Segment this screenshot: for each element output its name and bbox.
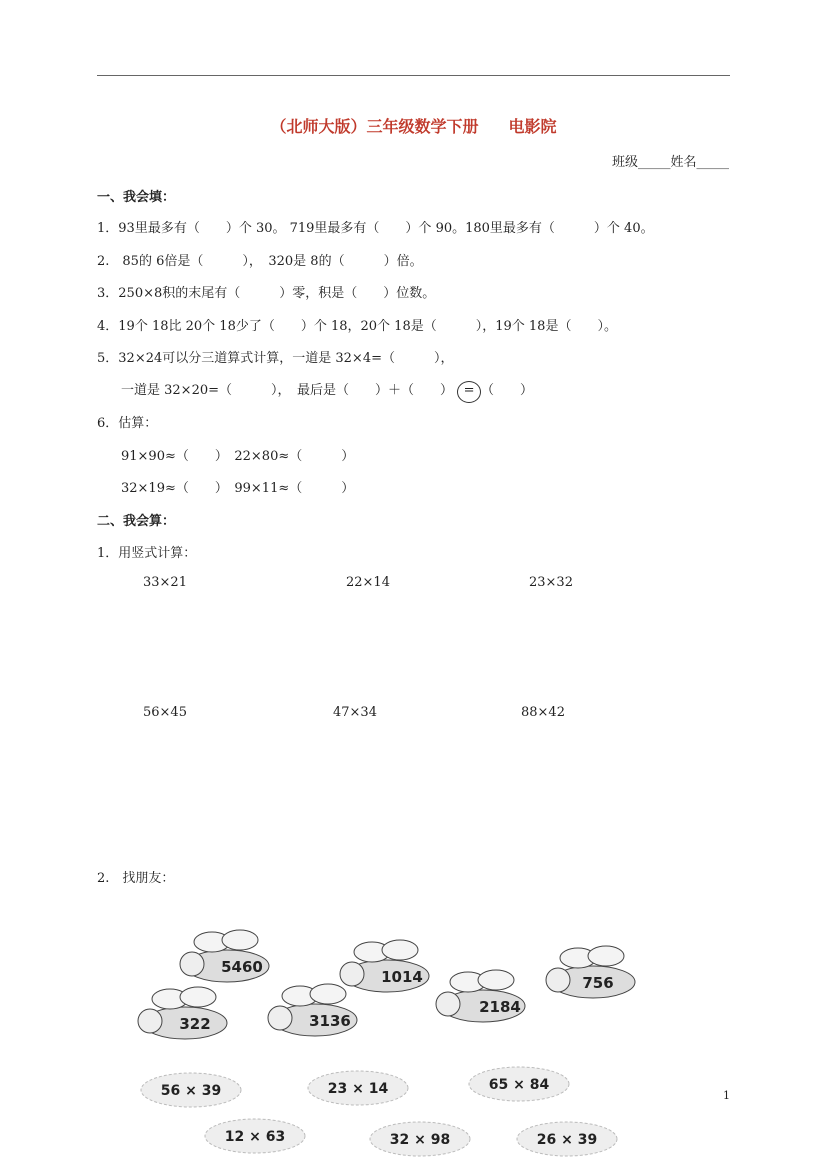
question-2-1: 1．用竖式计算： (97, 546, 197, 561)
match-friends-illustration (120, 920, 660, 1160)
title-main: （北师大版）三年级数学下册 (270, 117, 479, 136)
page-title (0, 114, 827, 137)
bee-number: 3136 (309, 1012, 351, 1030)
question-3: 3．250×8积的末尾有（ ）零，积是（ ）位数。 (97, 286, 436, 301)
flower (370, 1122, 470, 1156)
flower (469, 1067, 569, 1101)
bee-number: 2184 (479, 998, 521, 1016)
equals-circle: = (457, 381, 481, 403)
question-5a: 5．32×24可以分三道算式计算，一道是 32×4=（ ）， (97, 351, 454, 366)
calc-item: 56×45 (143, 705, 187, 720)
calc-item: 23×32 (529, 575, 573, 590)
calc-item: 47×34 (333, 705, 377, 720)
section-1-heading: 一、我会填： (97, 190, 176, 205)
flower (205, 1119, 305, 1153)
bee (180, 930, 269, 982)
bee-number: 5460 (221, 958, 263, 976)
section-2-heading: 二、我会算： (97, 514, 176, 529)
question-5b-tail: （ ） (481, 383, 534, 398)
flower-expression: 56 × 39 (160, 1083, 222, 1099)
bee (436, 970, 525, 1022)
title-sub: 电影院 (508, 117, 557, 136)
question-2-2: 2. 找朋友： (97, 871, 175, 886)
calc-item: 22×14 (346, 575, 390, 590)
bee-number: 1014 (381, 968, 423, 986)
bee-number: 756 (582, 974, 614, 992)
bee (138, 987, 227, 1039)
question-4: 4．19个 18比 20个 18少了（ ）个 18，20个 18是（ ），19个 18是（ ）。 (97, 319, 617, 334)
flower-expression: 26 × 39 (536, 1132, 598, 1148)
flower (517, 1122, 617, 1156)
question-1: 1．93里最多有（ ）个 30。 719里最多有（ ）个 90。180里最多有（ ）个 40。 (97, 221, 654, 236)
question-6b: 32×19≈（ ） 99×11≈（ ） (121, 481, 355, 496)
flower-expression: 65 × 84 (488, 1077, 550, 1093)
flower-expression: 23 × 14 (327, 1081, 389, 1097)
calc-item: 88×42 (521, 705, 565, 720)
header-rule (97, 75, 730, 76)
question-5b (121, 379, 533, 403)
class-name-line: 班级_____姓名_____ (611, 155, 729, 170)
bee (546, 946, 635, 998)
flower-expression: 12 × 63 (224, 1129, 286, 1145)
bee (268, 984, 357, 1036)
question-6: 6．估算： (97, 416, 158, 431)
bee-number: 322 (179, 1015, 211, 1033)
question-2: 2. 85的 6倍是（ ）， 320是 8的（ ）倍。 (97, 254, 423, 269)
calc-item: 33×21 (143, 575, 187, 590)
question-5b-text: 一道是 32×20=（ ）， 最后是（ ）＋（ ） (121, 383, 454, 398)
question-6a: 91×90≈（ ） 22×80≈（ ） (121, 449, 355, 464)
page-number: 1 (723, 1089, 730, 1102)
bee (340, 940, 429, 992)
flower (141, 1073, 241, 1107)
flower-expression: 32 × 98 (389, 1132, 451, 1148)
flower (308, 1071, 408, 1105)
